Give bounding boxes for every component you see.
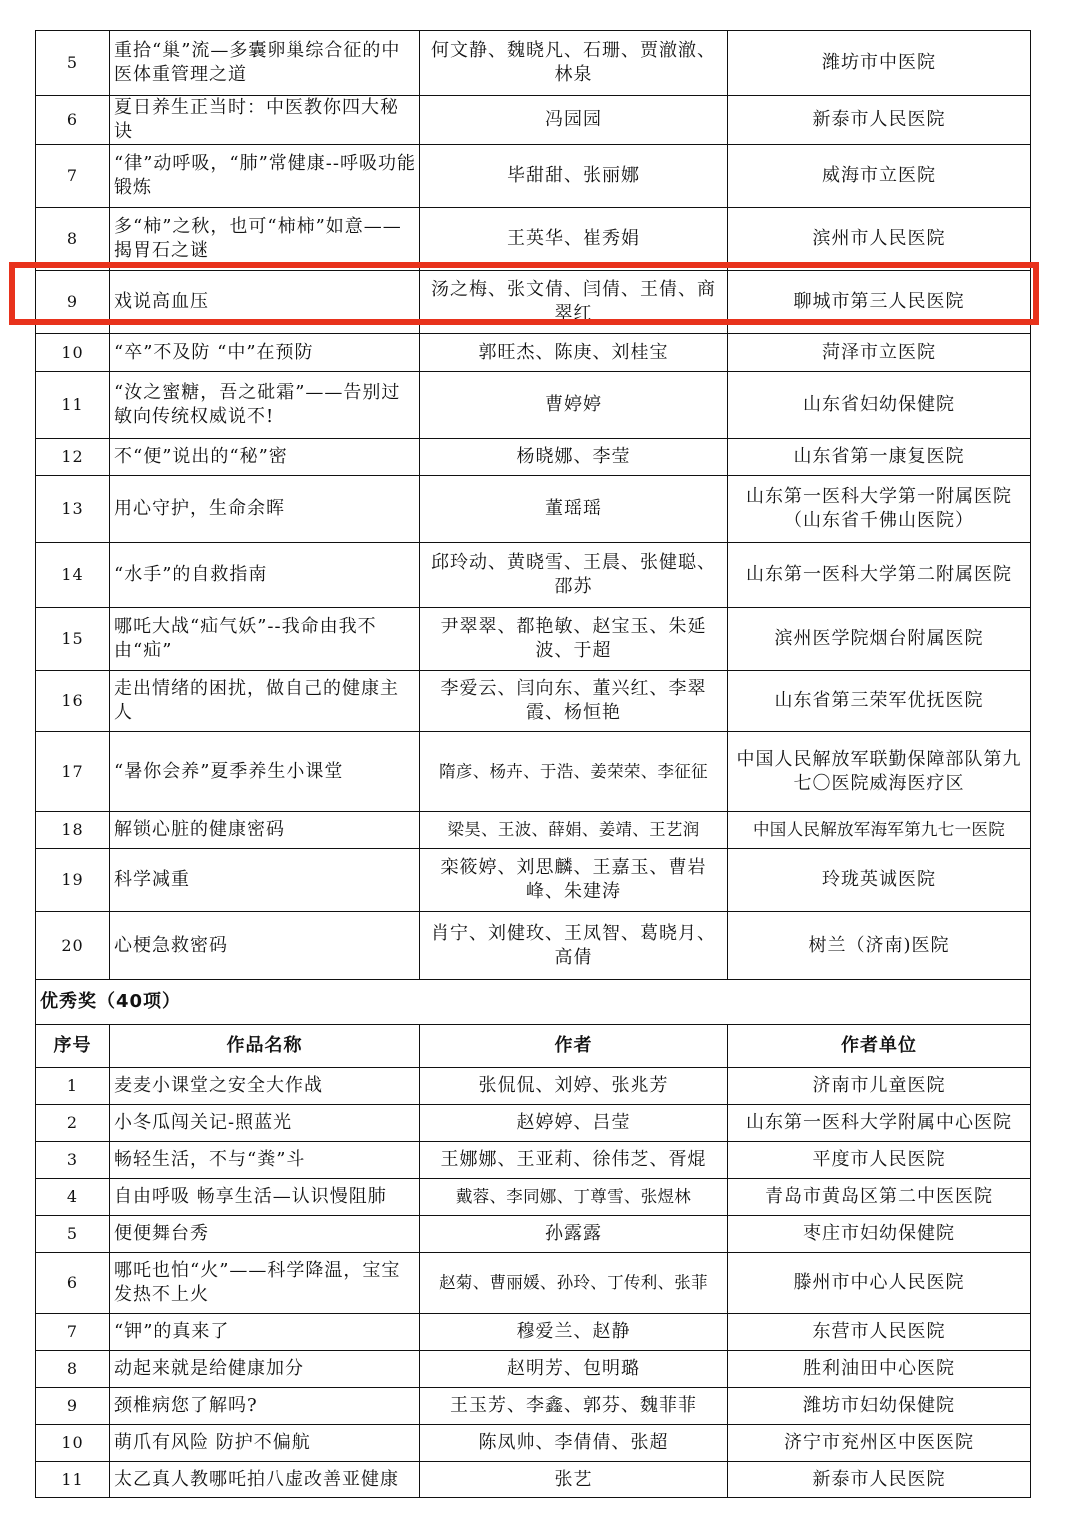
author-unit: 威海市立医院 (728, 145, 1031, 208)
table-row (36, 1142, 1031, 1179)
table-row (36, 208, 1031, 271)
table-row (36, 671, 1031, 732)
section-title: 优秀奖（40项） (36, 980, 1031, 1025)
authors: 隋彦、杨卉、于浩、姜荣荣、李征征 (420, 732, 728, 812)
work-title: 麦麦小课堂之安全大作战 (110, 1068, 420, 1105)
table-row (36, 1216, 1031, 1253)
authors: 孙露露 (420, 1216, 728, 1253)
authors: 赵婷婷、吕莹 (420, 1105, 728, 1142)
author-unit: 胜利油田中心医院 (728, 1351, 1031, 1388)
author-unit: 平度市人民医院 (728, 1142, 1031, 1179)
authors: 冯园园 (420, 96, 728, 145)
author-unit: 山东省第三荣军优抚医院 (728, 671, 1031, 732)
work-title: 动起来就是给健康加分 (110, 1351, 420, 1388)
table-row (36, 812, 1031, 849)
table-row (36, 1314, 1031, 1351)
authors: 肖宁、刘健玫、王凤智、葛晓月、高倩 (420, 912, 728, 980)
authors: 何文静、魏晓凡、石珊、贾澈澈、林泉 (420, 31, 728, 96)
header-row (36, 1025, 1031, 1068)
authors: 梁昊、王波、薛娟、姜靖、王艺润 (420, 812, 728, 849)
authors: 王玉芳、李鑫、郭芬、魏菲菲 (420, 1388, 728, 1425)
work-title: “律”动呼吸，“肺”常健康--呼吸功能锻炼 (110, 145, 420, 208)
authors: 栾筱婷、刘思麟、王嘉玉、曹岩峰、朱建涛 (420, 849, 728, 912)
authors: 王娜娜、王亚莉、徐伟芝、胥焜 (420, 1142, 728, 1179)
author-unit: 新泰市人民医院 (728, 1462, 1031, 1498)
table-row (36, 372, 1031, 439)
row-number: 8 (36, 1351, 110, 1388)
row-number: 10 (36, 334, 110, 372)
table-row (36, 1105, 1031, 1142)
authors: 王英华、崔秀娟 (420, 208, 728, 271)
row-number: 19 (36, 849, 110, 912)
work-title: 萌爪有风险 防护不偏航 (110, 1425, 420, 1462)
work-title: 小冬瓜闯关记-照蓝光 (110, 1105, 420, 1142)
row-number: 6 (36, 1253, 110, 1314)
work-title: 畅轻生活，不与“粪”斗 (110, 1142, 420, 1179)
work-title: 自由呼吸 畅享生活—认识慢阻肺 (110, 1179, 420, 1216)
author-unit: 新泰市人民医院 (728, 96, 1031, 145)
row-number: 13 (36, 476, 110, 543)
table-row (36, 439, 1031, 476)
authors: 尹翠翠、都艳敏、赵宝玉、朱延波、于超 (420, 608, 728, 671)
author-unit: 聊城市第三人民医院 (728, 271, 1031, 334)
header-number: 序号 (36, 1025, 110, 1068)
authors: 陈凤帅、李倩倩、张超 (420, 1425, 728, 1462)
table-row (36, 476, 1031, 543)
authors: 张侃侃、刘婷、张兆芳 (420, 1068, 728, 1105)
table-row (36, 543, 1031, 608)
row-number: 4 (36, 1179, 110, 1216)
row-number: 17 (36, 732, 110, 812)
row-number: 9 (36, 1388, 110, 1425)
work-title: 用心守护，生命余晖 (110, 476, 420, 543)
table-row-highlighted (36, 271, 1031, 334)
table-row (36, 31, 1031, 96)
table-row (36, 1388, 1031, 1425)
row-number: 7 (36, 1314, 110, 1351)
work-title: 戏说高血压 (110, 271, 420, 334)
row-number: 10 (36, 1425, 110, 1462)
row-number: 15 (36, 608, 110, 671)
row-number: 16 (36, 671, 110, 732)
work-title: “汝之蜜糖，吾之砒霜”——告别过敏向传统权威说不! (110, 372, 420, 439)
author-unit: 济宁市兖州区中医医院 (728, 1425, 1031, 1462)
author-unit: 菏泽市立医院 (728, 334, 1031, 372)
row-number: 14 (36, 543, 110, 608)
author-unit: 山东第一医科大学第二附属医院 (728, 543, 1031, 608)
table-row (36, 334, 1031, 372)
table-row (36, 1179, 1031, 1216)
row-number: 5 (36, 1216, 110, 1253)
row-number: 18 (36, 812, 110, 849)
author-unit: 山东第一医科大学附属中心医院 (728, 1105, 1031, 1142)
section-row (36, 980, 1031, 1025)
authors: 邱玲动、黄晓雪、王晨、张健聪、邵苏 (420, 543, 728, 608)
author-unit: 东营市人民医院 (728, 1314, 1031, 1351)
work-title: 不“便”说出的“秘”密 (110, 439, 420, 476)
author-unit: 滨州医学院烟台附属医院 (728, 608, 1031, 671)
author-unit: 潍坊市妇幼保健院 (728, 1388, 1031, 1425)
author-unit: 山东省妇幼保健院 (728, 372, 1031, 439)
author-unit: 枣庄市妇幼保健院 (728, 1216, 1031, 1253)
table-row (36, 608, 1031, 671)
header-org: 作者单位 (728, 1025, 1031, 1068)
header-authors: 作者 (420, 1025, 728, 1068)
table-row (36, 145, 1031, 208)
authors: 董瑶瑶 (420, 476, 728, 543)
row-number: 1 (36, 1068, 110, 1105)
row-number: 11 (36, 372, 110, 439)
row-number: 9 (36, 271, 110, 334)
work-title: 科学减重 (110, 849, 420, 912)
row-number: 12 (36, 439, 110, 476)
work-title: “水手”的自救指南 (110, 543, 420, 608)
table-row (36, 1425, 1031, 1462)
row-number: 3 (36, 1142, 110, 1179)
work-title: 颈椎病您了解吗? (110, 1388, 420, 1425)
authors: 李爱云、闫向东、董兴红、李翠霞、杨恒艳 (420, 671, 728, 732)
authors: 穆爱兰、赵静 (420, 1314, 728, 1351)
author-unit: 山东第一医科大学第一附属医院（山东省千佛山医院） (728, 476, 1031, 543)
row-number: 6 (36, 96, 110, 145)
table-row (36, 96, 1031, 145)
work-title: 哪吒也怕“火”——科学降温，宝宝发热不上火 (110, 1253, 420, 1314)
row-number: 11 (36, 1462, 110, 1498)
row-number: 5 (36, 31, 110, 96)
table-row (36, 1462, 1031, 1498)
author-unit: 青岛市黄岛区第二中医医院 (728, 1179, 1031, 1216)
table-row (36, 1253, 1031, 1314)
author-unit: 玲珑英诚医院 (728, 849, 1031, 912)
work-title: “卒”不及防 “中”在预防 (110, 334, 420, 372)
author-unit: 中国人民解放军联勤保障部队第九七〇医院威海医疗区 (728, 732, 1031, 812)
authors: 张艺 (420, 1462, 728, 1498)
authors: 郭旺杰、陈庚、刘桂宝 (420, 334, 728, 372)
work-title: 心梗急救密码 (110, 912, 420, 980)
author-unit: 潍坊市中医院 (728, 31, 1031, 96)
author-unit: 济南市儿童医院 (728, 1068, 1031, 1105)
work-title: 便便舞台秀 (110, 1216, 420, 1253)
authors: 杨晓娜、李莹 (420, 439, 728, 476)
work-title: “暑你会养”夏季养生小课堂 (110, 732, 420, 812)
row-number: 2 (36, 1105, 110, 1142)
work-title: 太乙真人教哪吒拍八虚改善亚健康 (110, 1462, 420, 1498)
row-number: 7 (36, 145, 110, 208)
author-unit: 滨州市人民医院 (728, 208, 1031, 271)
authors: 汤之梅、张文倩、闫倩、王倩、商翠红 (420, 271, 728, 334)
table-row (36, 1351, 1031, 1388)
author-unit: 山东省第一康复医院 (728, 439, 1031, 476)
work-title: 哪吒大战“疝气妖”--我命由我不由“疝” (110, 608, 420, 671)
authors: 戴蓉、李同娜、丁尊雪、张煜林 (420, 1179, 728, 1216)
author-unit: 滕州市中心人民医院 (728, 1253, 1031, 1314)
authors: 曹婷婷 (420, 372, 728, 439)
table-row (36, 1068, 1031, 1105)
authors: 毕甜甜、张丽娜 (420, 145, 728, 208)
work-title: 重拾“巢”流—多囊卵巢综合征的中医体重管理之道 (110, 31, 420, 96)
work-title: “钾”的真来了 (110, 1314, 420, 1351)
award-list-document (35, 30, 1030, 1498)
row-number: 8 (36, 208, 110, 271)
work-title: 解锁心脏的健康密码 (110, 812, 420, 849)
work-title: 夏日养生正当时：中医教你四大秘诀 (110, 96, 420, 145)
authors: 赵明芳、包明璐 (420, 1351, 728, 1388)
author-unit: 树兰（济南)医院 (728, 912, 1031, 980)
header-title: 作品名称 (110, 1025, 420, 1068)
author-unit: 中国人民解放军海军第九七一医院 (728, 812, 1031, 849)
table-row (36, 732, 1031, 812)
award-table (35, 30, 1031, 1498)
work-title: 多“柿”之秋，也可“柿柿”如意——揭胃石之谜 (110, 208, 420, 271)
row-number: 20 (36, 912, 110, 980)
authors: 赵菊、曹丽媛、孙玲、丁传利、张菲 (420, 1253, 728, 1314)
table-row (36, 912, 1031, 980)
work-title: 走出情绪的困扰，做自己的健康主人 (110, 671, 420, 732)
table-row (36, 849, 1031, 912)
